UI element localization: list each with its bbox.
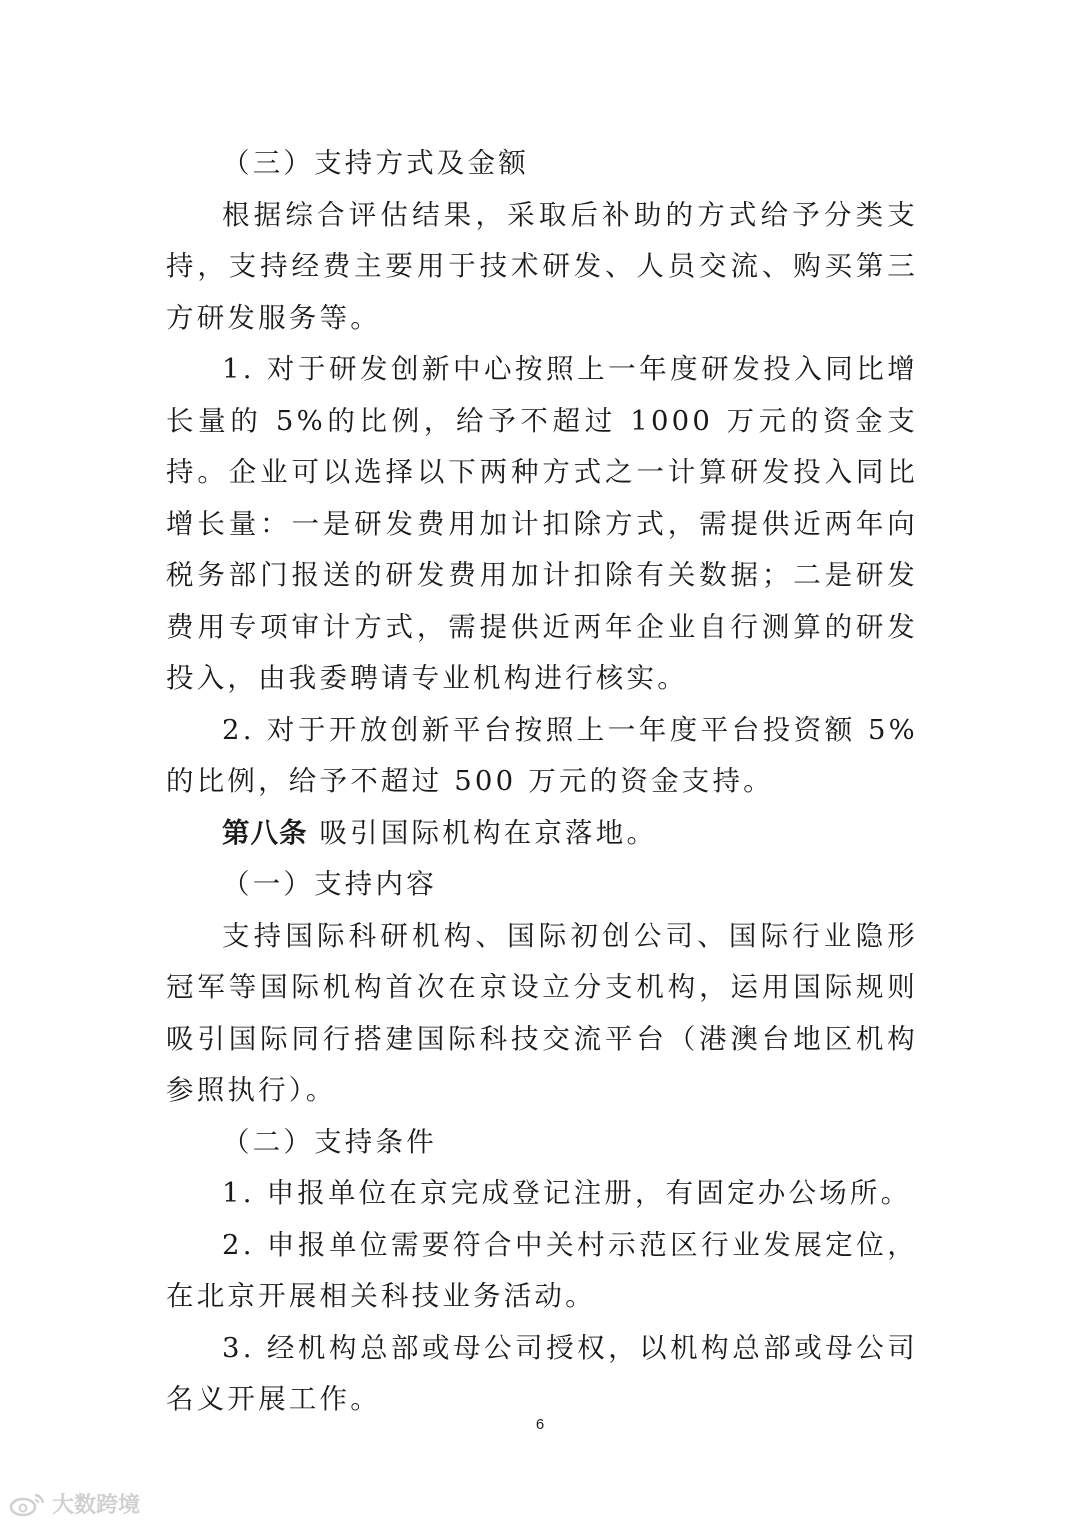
paragraph-item-2-open-platform: 2. 对于开放创新平台按照上一年度平台投资额 5%的比例，给予不超过 500 万元的资金支持。 (166, 713, 918, 797)
article-eight (166, 808, 918, 860)
paragraph-condition-1: 1. 申报单位在京完成登记注册，有固定办公场所。 (222, 1177, 912, 1209)
section-heading-support-method: （三）支持方式及金额 (222, 147, 529, 179)
page-number: 6 (535, 1416, 545, 1433)
paragraph-support-summary: 根据综合评估结果，采取后补助的方式给予分类支持，支持经费主要用于技术研发、人员交流、购买第三方研发服务等。 (166, 198, 918, 334)
paragraph-support-content: 支持国际科研机构、国际初创公司、国际行业隐形冠军等国际机构首次在京设立分支机构，运用国际规则吸引国际同行搭建国际科技交流平台（港澳台地区机构参照执行）。 (166, 919, 918, 1106)
article-text: 吸引国际机构在京落地。 (307, 816, 658, 849)
weibo-logo-icon (8, 1491, 48, 1517)
body-text (166, 138, 918, 1426)
section-heading-support-conditions: （二）支持条件 (222, 1125, 437, 1158)
article-title: 第八条 (222, 816, 308, 849)
watermark-text: 大数跨境 (52, 1493, 141, 1518)
section-heading-support-content: （一）支持内容 (222, 868, 437, 900)
paragraph-condition-3: 3. 经机构总部或母公司授权，以机构总部或母公司名义开展工作。 (166, 1331, 918, 1415)
watermark (8, 1488, 140, 1519)
paragraph-item-1-rd-center: 1. 对于研发创新中心按照上一年度研发投入同比增长量的 5%的比例，给予不超过 1000 万元的资金支持。企业可以选择以下两种方式之一计算研发投入同比增长量：一是研发费用加计扣除方式，需提供近两年向税务部门报送的研发费用加计扣除有关数据；二是研发费用专项审计方式，需提供近两年企业自行测算的研发投入，由我委聘请专业机构进行核实。 (166, 353, 918, 694)
paragraph-condition-2: 2. 申报单位需要符合中关村示范区行业发展定位，在北京开展相关科技业务活动。 (166, 1228, 918, 1312)
